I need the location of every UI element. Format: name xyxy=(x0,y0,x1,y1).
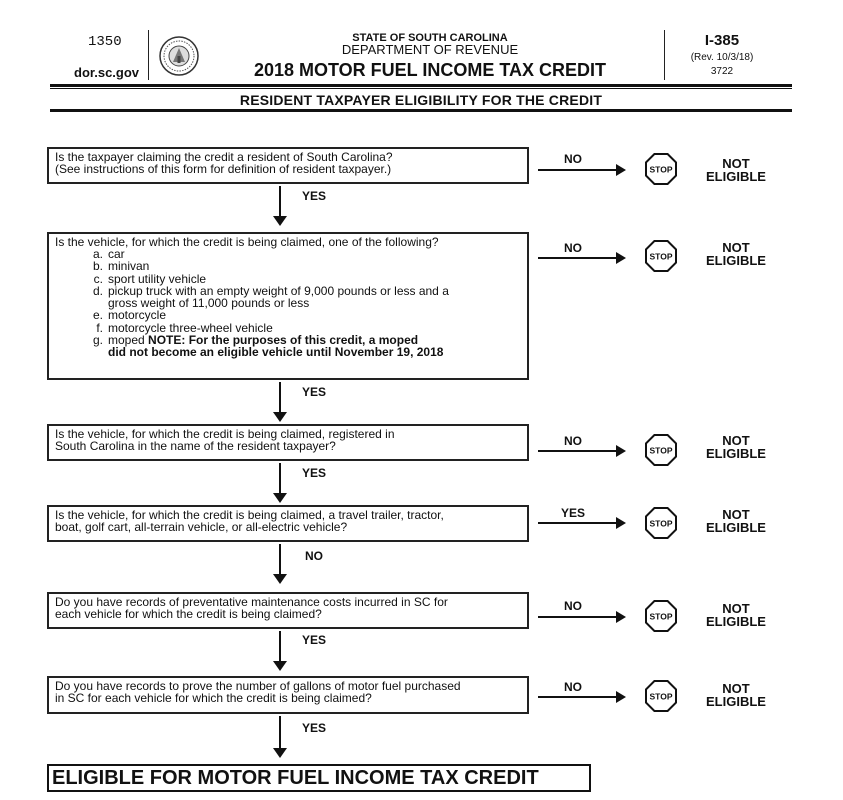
question-text: in SC for each vehicle for which the credit is being claimed? xyxy=(55,691,372,705)
section-heading: RESIDENT TAXPAYER ELIGIBILITY FOR THE CREDIT xyxy=(239,92,603,108)
question-text: Do you have records of preventative maintenance costs incurred in SC for xyxy=(55,595,448,609)
question-box xyxy=(47,505,529,542)
not-eligible-label: NOT ELIGIBLE xyxy=(706,681,766,709)
stop-label: STOP xyxy=(649,518,673,529)
answer-label: YES xyxy=(301,721,326,735)
down-arrow xyxy=(279,382,281,420)
question-text: Is the taxpayer claiming the credit a resident of South Carolina? xyxy=(55,150,393,164)
question-box xyxy=(47,676,529,714)
list-item: gross weight of 11,000 pounds or less xyxy=(108,296,310,311)
question-text: Is the vehicle, for which the credit is being claimed, registered in xyxy=(55,427,395,441)
list-item: g. moped NOTE: For the purposes of this credit, a moped xyxy=(92,333,419,348)
stop-label: STOP xyxy=(649,251,673,262)
note-text: NOTE: For the purposes of this credit, a moped xyxy=(148,333,419,348)
section-rule xyxy=(50,109,792,112)
answer-label: YES xyxy=(301,385,326,399)
stop-sign-icon xyxy=(645,434,677,466)
not-eligible-label: NOT ELIGIBLE xyxy=(706,601,766,629)
down-arrow xyxy=(279,631,281,669)
stop-label: STOP xyxy=(649,445,673,456)
eligible-result-box: ELIGIBLE FOR MOTOR FUEL INCOME TAX CREDIT xyxy=(47,764,591,792)
question-box xyxy=(47,232,529,380)
state-seal-icon xyxy=(159,36,199,76)
list-item: f. motorcycle three-wheel vehicle xyxy=(96,320,273,335)
answer-label: YES xyxy=(301,189,326,203)
header-divider-left xyxy=(148,30,149,80)
answer-label: YES xyxy=(560,506,585,520)
stop-sign-icon xyxy=(645,680,677,712)
note-text: did not become an eligible vehicle until November 19, 2018 xyxy=(108,345,444,360)
not-eligible-label: NOT ELIGIBLE xyxy=(706,433,766,461)
right-arrow xyxy=(538,257,624,259)
list-item: a. car xyxy=(92,247,125,261)
question-text: Is the vehicle, for which the credit is being claimed, one of the following? xyxy=(55,235,439,249)
not-eligible-label: NOT ELIGIBLE xyxy=(706,156,766,184)
list-item xyxy=(83,346,521,358)
right-arrow xyxy=(538,169,624,171)
answer-label: NO xyxy=(564,680,582,694)
down-arrow xyxy=(279,716,281,756)
question-text: (See instructions of this form for definition of resident taxpayer.) xyxy=(55,162,392,176)
header-rule-inner xyxy=(50,88,792,89)
form-id: I-385 xyxy=(704,32,740,49)
stop-sign-icon xyxy=(645,153,677,185)
form-code-left: 1350 xyxy=(88,34,122,50)
list-item: b. minivan xyxy=(92,259,150,274)
not-eligible-label: NOT ELIGIBLE xyxy=(706,240,766,268)
stop-label: STOP xyxy=(649,691,673,702)
form-title: 2018 MOTOR FUEL INCOME TAX CREDIT xyxy=(253,60,607,80)
down-arrow xyxy=(279,463,281,501)
answer-label: NO xyxy=(564,434,582,448)
down-arrow xyxy=(279,544,281,582)
header-rule-top xyxy=(50,84,792,87)
answer-label: NO xyxy=(564,599,582,613)
answer-label: NO xyxy=(305,549,323,563)
question-box xyxy=(47,592,529,629)
state-name: STATE OF SOUTH CAROLINA xyxy=(352,32,508,44)
question-text: boat, golf cart, all-terrain vehicle, or all-electric vehicle? xyxy=(55,520,348,534)
department-name: DEPARTMENT OF REVENUE xyxy=(341,42,519,57)
stop-sign-icon xyxy=(645,600,677,632)
answer-label: NO xyxy=(564,152,582,166)
right-arrow xyxy=(538,696,624,698)
not-eligible-label: NOT ELIGIBLE xyxy=(706,507,766,535)
question-text: Do you have records to prove the number of gallons of motor fuel purchased xyxy=(55,679,461,693)
right-arrow xyxy=(538,616,624,618)
header-divider-right xyxy=(664,30,665,80)
down-arrow xyxy=(279,186,281,224)
revision-date: (Rev. 10/3/18) xyxy=(690,52,754,63)
form-code: 3722 xyxy=(710,66,734,77)
stop-sign-icon xyxy=(645,507,677,539)
question-text: each vehicle for which the credit is being claimed? xyxy=(55,607,322,621)
question-box xyxy=(47,147,529,184)
answer-label: NO xyxy=(564,241,582,255)
stop-label: STOP xyxy=(649,164,673,175)
stop-label: STOP xyxy=(649,611,673,622)
list-item: c. sport utility vehicle xyxy=(93,271,207,286)
list-item: e. motorcycle xyxy=(92,308,167,323)
question-text: Is the vehicle, for which the credit is being claimed, a travel trailer, tractor, xyxy=(55,508,444,522)
question-text: South Carolina in the name of the resident taxpayer? xyxy=(55,439,336,453)
right-arrow xyxy=(538,450,624,452)
list-item: d. pickup truck with an empty weight of 9,000 pounds or less and a xyxy=(92,283,449,298)
answer-label: YES xyxy=(301,633,326,647)
stop-sign-icon xyxy=(645,240,677,272)
vehicle-options-list xyxy=(55,248,521,359)
answer-label: YES xyxy=(301,466,326,480)
website-label: dor.sc.gov xyxy=(74,65,140,80)
right-arrow xyxy=(538,522,624,524)
question-box xyxy=(47,424,529,461)
